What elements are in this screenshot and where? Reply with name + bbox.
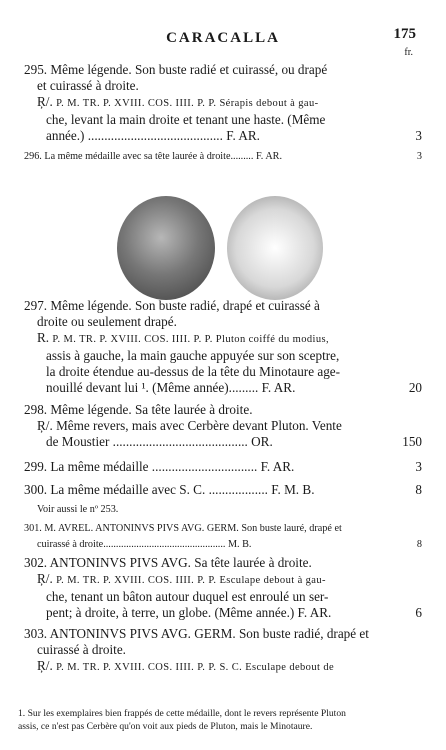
- entry-line: che, levant la main droite et tenant une haste. (Même: [46, 112, 326, 127]
- entry-line: [24, 571, 416, 589]
- reverse-symbol: Ŗ/.: [37, 418, 53, 433]
- entry-line: 298. Même légende. Sa tête laurée à droite.: [24, 402, 253, 417]
- price: 8: [416, 539, 422, 550]
- entry-text: nouillé devant lui ¹. (Même année)......... F. AR.: [46, 380, 296, 395]
- entry-line: 302. ANTONINVS PIVS AVG. Sa tête laurée à droite.: [24, 555, 312, 570]
- reverse-symbol: R.: [37, 330, 50, 345]
- entry-line: assis à gauche, la main gauche appuyée sur son sceptre,: [46, 348, 340, 363]
- entry-text: pent; à droite, à terre, un globe. (Même année.) F. AR.: [46, 605, 332, 620]
- entry-line: [24, 434, 422, 450]
- entry-line: 295. Même légende. Son buste radié et cuirassé, ou drapé: [24, 62, 328, 77]
- entry-line: [24, 94, 416, 112]
- entry-298: [24, 402, 422, 450]
- reverse-symbol: Ŗ/.: [37, 571, 53, 586]
- reverse-symbol: Ŗ/.: [37, 94, 53, 109]
- entry-text: de Moustier ......................................... OR.: [46, 434, 273, 449]
- coin-reverse-image: [227, 196, 323, 300]
- entry-text: année.) ......................................... F. AR.: [46, 128, 260, 143]
- entry-text: P. M. TR. P. XVIII. COS. IIII. P. P. S. C. Esculape debout de: [56, 662, 335, 673]
- entry-line: che, tenant un bâton autour duquel est enroulé un ser-: [46, 589, 329, 604]
- entry-line: [24, 418, 416, 434]
- entry-line: [24, 605, 422, 621]
- entry-302: [24, 555, 422, 621]
- entry-303: [24, 626, 416, 676]
- entry-line: [24, 537, 422, 553]
- entry-line: et cuirassé à droite.: [37, 78, 139, 93]
- entry-text: 296. La même médaille avec sa tête laurée à droite......... F. AR.: [24, 151, 283, 162]
- entry-line: Voir aussi le nº 253.: [37, 504, 119, 515]
- price: 8: [415, 482, 422, 497]
- entry-text: 299. La même médaille ................................ F. AR.: [24, 459, 295, 474]
- entry-line: [24, 330, 416, 348]
- entry-line: [24, 149, 422, 165]
- entry-297: [24, 298, 422, 396]
- entry-line: [24, 482, 422, 498]
- entry-text: 300. La même médaille avec S. C. .................. F. M. B.: [24, 482, 315, 497]
- entry-296: [24, 149, 422, 165]
- entry-299: [24, 459, 422, 475]
- entry-line: cuirassé à droite.: [37, 642, 126, 657]
- entry-line: [24, 128, 422, 144]
- coin-illustration: [117, 192, 327, 304]
- footnote-line: 1. Sur les exemplaires bien frappés de cette médaille, dont le revers représente Pluton: [18, 708, 346, 719]
- entry-text: cuirassé à droite................................................ M. B.: [37, 539, 252, 550]
- footnote: [18, 707, 436, 733]
- price: 3: [415, 459, 422, 474]
- entry-text: Même revers, mais avec Cerbère devant Pluton. Vente: [56, 418, 342, 433]
- entry-line: [24, 459, 422, 475]
- price: 3: [416, 151, 422, 162]
- currency-unit: fr.: [404, 47, 413, 58]
- entry-text: P. M. TR. P. XVIII. COS. IIII. P. P. Pluton coiffé du modius,: [52, 334, 330, 345]
- price: 6: [415, 605, 422, 620]
- entry-line: la droite étendue au-dessus de la tête du Minotaure age-: [46, 364, 341, 379]
- entry-text: P. M. TR. P. XVIII. COS. IIII. P. P. Esculape debout à gau-: [56, 575, 326, 586]
- entry-line: 301. M. AVREL. ANTONINVS PIVS AVG. GERM. Son buste lauré, drapé et: [24, 523, 342, 534]
- entry-301: [24, 521, 422, 553]
- reverse-symbol: Ŗ/.: [37, 658, 53, 673]
- entry-line: 297. Même légende. Son buste radié, drapé et cuirassé à: [24, 298, 320, 313]
- entry-line: [24, 658, 416, 676]
- cross-reference: [24, 502, 416, 518]
- page-number: 175: [393, 26, 416, 42]
- coin-obverse-image: [117, 196, 215, 300]
- entry-295: [24, 62, 422, 144]
- entry-300: [24, 482, 422, 498]
- price: 150: [402, 434, 422, 449]
- price: 3: [415, 128, 422, 143]
- entry-line: 303. ANTONINVS PIVS AVG. GERM. Son buste radié, drapé et: [24, 626, 369, 641]
- price: 20: [408, 380, 422, 395]
- page-title: CARACALLA: [166, 30, 280, 46]
- entry-line: [24, 380, 422, 396]
- footnote-line: assis, ce n'est pas Cerbère qu'on voit aux pieds de Pluton, mais le Minotaure.: [18, 721, 313, 732]
- entry-line: droite ou seulement drapé.: [37, 314, 177, 329]
- entry-text: P. M. TR. P. XVIII. COS. IIII. P. P. Sérapis debout à gau-: [56, 98, 319, 109]
